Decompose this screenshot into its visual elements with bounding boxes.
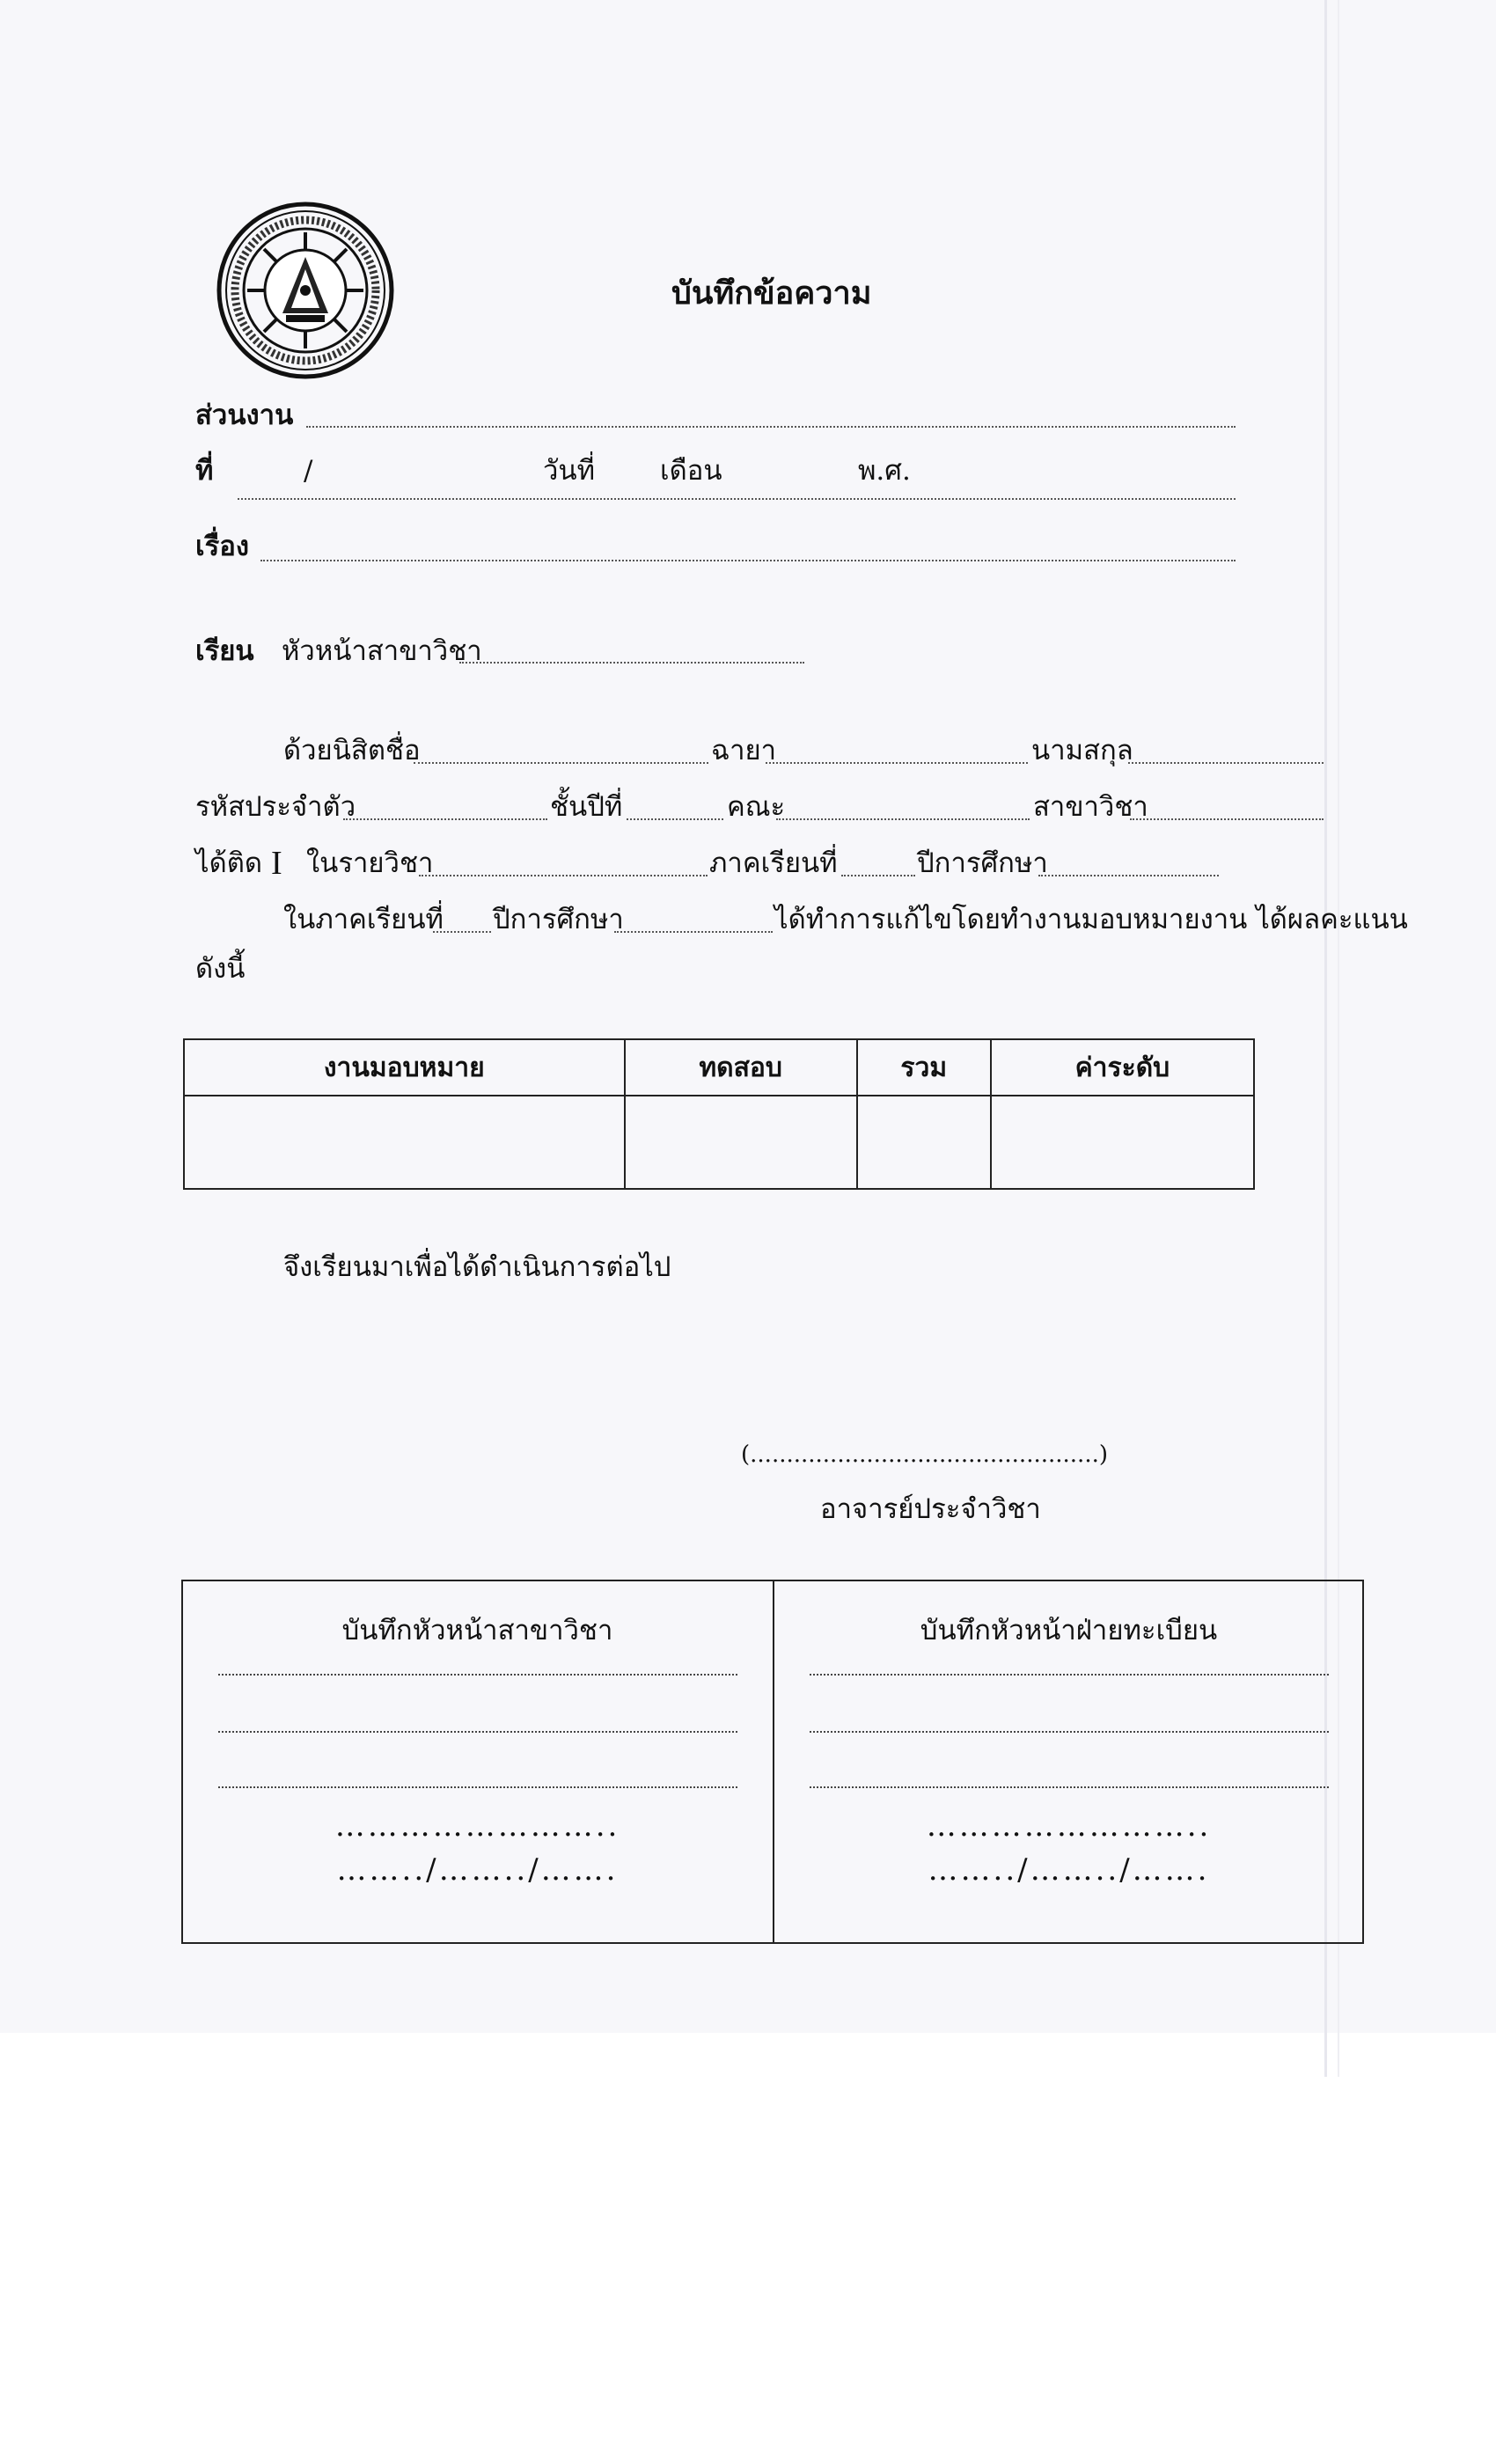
closing-text: จึงเรียนมาเพื่อได้ดำเนินการต่อไป <box>283 1251 671 1283</box>
to-label: เรียน <box>195 635 254 667</box>
subject-line <box>260 560 1236 561</box>
notes-right-column <box>773 1581 1363 1942</box>
notes-left-date-blank: ……../……../……. <box>336 1852 619 1888</box>
notes-left-column <box>183 1581 772 1942</box>
student-name-label: ด้วยนิสิตชื่อ <box>283 735 421 766</box>
got-grade-label: ได้ติด <box>195 847 262 879</box>
year-level-label: ชั้นปีที่ <box>550 791 623 823</box>
signature-role: อาจารย์ประจำวิชา <box>820 1493 1041 1525</box>
university-seal-icon <box>216 201 396 381</box>
date-label: วันที่ <box>543 455 596 487</box>
as-follows-text: ดังนี้ <box>195 953 246 985</box>
notes-box <box>181 1580 1364 1944</box>
resolve-year-line <box>614 931 773 933</box>
cell-total[interactable] <box>857 1096 991 1189</box>
student-name-line <box>414 762 708 764</box>
year-level-line <box>627 818 723 820</box>
grade-i: I <box>271 845 282 882</box>
major-label: สาขาวิชา <box>1033 791 1148 823</box>
faculty-line <box>776 818 1030 820</box>
resolve-semester-label: ในภาคเรียนที่ <box>283 904 444 935</box>
subject-label: เรื่อง <box>195 531 250 562</box>
surname-label: นามสกุล <box>1031 735 1133 766</box>
academic-year-label: ปีการศึกษา <box>917 847 1048 879</box>
semester-line <box>841 875 915 876</box>
notes-right-line-2 <box>810 1731 1329 1733</box>
resolve-semester-line <box>433 931 491 933</box>
academic-year-line <box>1038 875 1219 876</box>
notes-right-date-blank: ……../……../……. <box>928 1852 1210 1888</box>
notes-right-line-1 <box>810 1674 1329 1676</box>
semester-label: ภาคเรียนที่ <box>709 847 838 879</box>
monk-name-label: ฉายา <box>711 735 777 766</box>
surname-line <box>1128 762 1324 764</box>
notes-left-title: บันทึกหัวหน้าสาขาวิชา <box>341 1615 613 1646</box>
cell-grade[interactable] <box>991 1096 1254 1189</box>
student-id-line <box>343 818 547 820</box>
notes-left-line-2 <box>218 1731 737 1733</box>
to-line <box>459 662 804 664</box>
resolve-text: ได้ทำการแก้ไขโดยทำงานมอบหมายงาน ได้ผลคะแนน <box>774 904 1408 935</box>
no-slash: / <box>304 455 313 487</box>
no-line <box>238 498 1236 500</box>
memo-title: บันทึกข้อความ <box>671 275 872 312</box>
cell-test[interactable] <box>625 1096 857 1189</box>
notes-right-title: บันทึกหัวหน้าฝ่ายทะเบียน <box>920 1615 1218 1646</box>
course-label: ในรายวิชา <box>306 847 434 879</box>
grades-table <box>183 1038 1255 1190</box>
course-line <box>419 875 708 876</box>
faculty-label: คณะ <box>727 791 786 823</box>
header-grade: ค่าระดับ <box>991 1039 1254 1096</box>
no-label: ที่ <box>195 455 214 487</box>
notes-right-line-3 <box>810 1786 1329 1788</box>
major-line <box>1130 818 1324 820</box>
notes-left-line-3 <box>218 1786 737 1788</box>
year-label: พ.ศ. <box>858 455 911 487</box>
header-test: ทดสอบ <box>625 1039 857 1096</box>
notes-left-line-1 <box>218 1674 737 1676</box>
notes-right-sign-blank: …………………….. <box>926 1808 1212 1844</box>
header-total: รวม <box>857 1039 991 1096</box>
cell-assignment[interactable] <box>184 1096 625 1189</box>
signature-name-blank: (................................................) <box>741 1441 1108 1468</box>
header-assignment: งานมอบหมาย <box>184 1039 625 1096</box>
month-label: เดือน <box>660 455 722 487</box>
dept-line <box>306 426 1236 428</box>
monk-name-line <box>766 762 1028 764</box>
student-id-label: รหัสประจำตัว <box>195 791 356 823</box>
to-value: หัวหน้าสาขาวิชา <box>282 635 482 667</box>
notes-left-sign-blank: …………………….. <box>334 1808 620 1844</box>
dept-label: ส่วนงาน <box>195 400 294 431</box>
resolve-year-label: ปีการศึกษา <box>493 904 624 935</box>
